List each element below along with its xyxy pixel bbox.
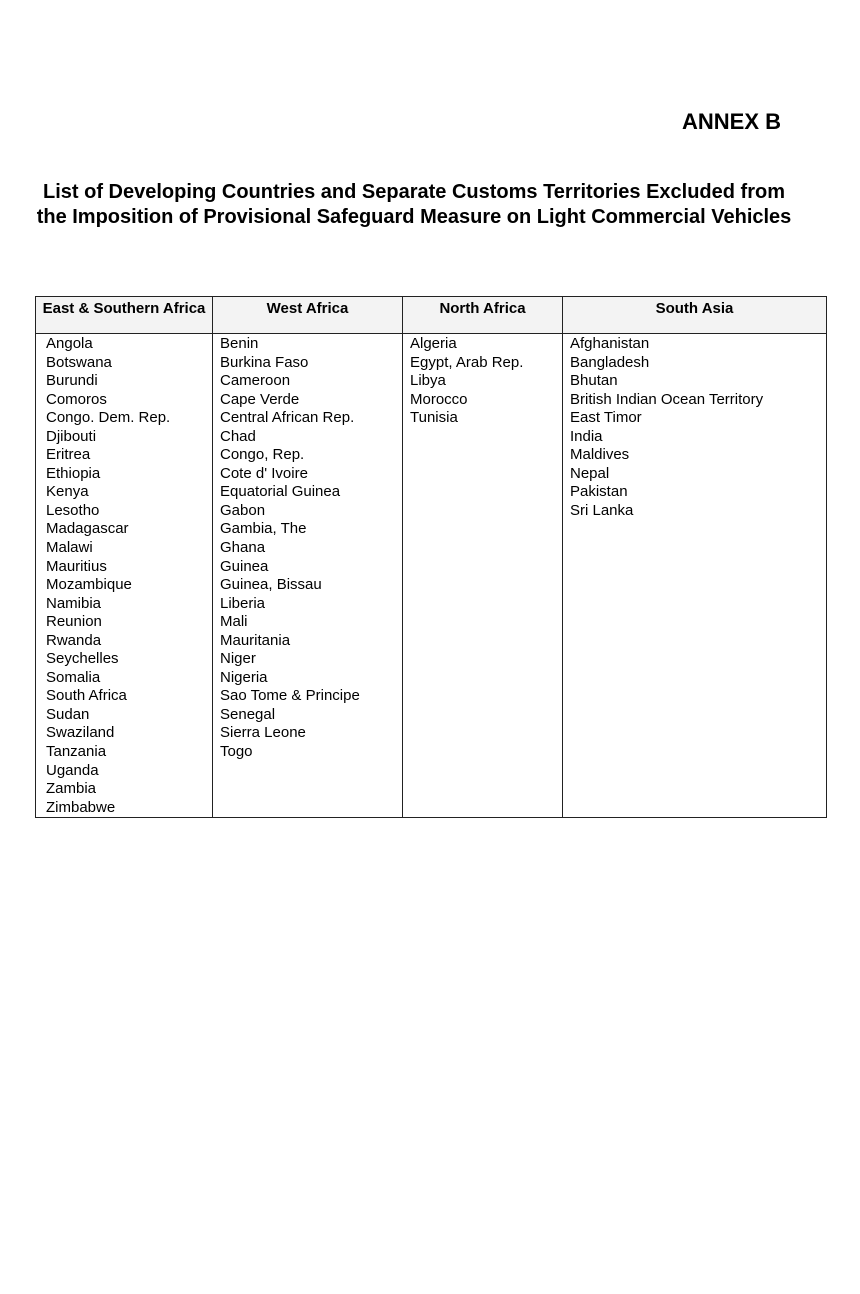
list-item: Guinea, Bissau [220,576,322,594]
list-item: Mali [220,613,248,631]
list-item: Afghanistan [570,335,650,352]
country-list [46,335,208,817]
list-item: East Timor [570,409,642,427]
column-south-asia [563,334,827,818]
list-item: South Africa [46,687,127,705]
list-item: Malawi [46,539,93,557]
list-item: Namibia [46,594,102,612]
list-item: Lesotho [46,501,100,519]
list-item: India [570,427,603,445]
list-item: Morocco [410,390,468,408]
list-item: Togo [220,743,253,761]
list-item: Cape Verde [220,390,300,408]
list-item: Sao Tome & Principe [220,687,360,705]
list-item: Madagascar [46,520,129,538]
list-item: Pakistan [570,483,628,501]
list-item: Seychelles [46,650,119,668]
list-item: Congo, Rep. [220,446,305,464]
list-item: Cameroon [220,372,291,390]
column-north-africa [403,334,563,818]
list-item: Gabon [220,501,266,519]
list-item: Zambia [46,780,97,798]
table-header-row [36,297,827,334]
list-item: Senegal [220,705,276,723]
list-item: Tanzania [46,743,107,761]
list-item: Tunisia [410,409,458,427]
country-table [35,296,827,818]
list-item: Somalia [46,668,101,686]
list-item: Maldives [570,446,630,464]
header-south-asia: South Asia [563,297,827,334]
list-item: Algeria [410,335,457,352]
list-item: Congo. Dem. Rep. [46,409,171,427]
list-item: Djibouti [46,427,97,445]
list-item: Eritrea [46,446,91,464]
list-item: Reunion [46,613,102,631]
country-list [220,335,398,762]
list-item: Ethiopia [46,464,101,482]
column-west-africa [213,334,403,818]
list-item: Niger [220,650,256,668]
list-item: Bhutan [570,372,618,390]
table-body-row [36,334,827,818]
list-item: Sudan [46,705,90,723]
list-item: Kenya [46,483,89,501]
country-table-container [35,296,826,818]
list-item: Mauritania [220,631,291,649]
document-title: List of Developing Countries and Separate Customs Territories Excluded from the Imposition of Provisional Safeguard Measure on Light Commercial Vehicles [36,181,792,228]
list-item: Egypt, Arab Rep. [410,353,524,371]
list-item: Guinea [220,557,269,575]
list-item: Libya [410,372,446,390]
list-item: Benin [220,335,259,352]
list-item: Liberia [220,594,266,612]
list-item: Burkina Faso [220,353,309,371]
list-item: Zimbabwe [46,798,116,816]
header-north-africa: North Africa [403,297,563,334]
list-item: Rwanda [46,631,102,649]
list-item: Nigeria [220,668,268,686]
list-item: Uganda [46,761,99,779]
column-east-southern-africa [36,334,213,818]
list-item: Chad [220,427,256,445]
list-item: Ghana [220,539,266,557]
list-item: Mozambique [46,576,132,594]
list-item: Sierra Leone [220,724,306,742]
header-west-africa: West Africa [213,297,403,334]
annex-label: ANNEX B [681,109,781,134]
list-item: Sri Lanka [570,501,634,519]
list-item: Mauritius [46,557,107,575]
list-item: Comoros [46,390,107,408]
country-list [410,335,558,428]
list-item: Burundi [46,372,98,390]
list-item: British Indian Ocean Territory [570,390,764,408]
list-item: Gambia, The [220,520,307,538]
list-item: Angola [46,335,93,352]
list-item: Central African Rep. [220,409,355,427]
list-item: Swaziland [46,724,115,742]
list-item: Equatorial Guinea [220,483,341,501]
country-list [570,335,822,520]
list-item: Bangladesh [570,353,650,371]
list-item: Botswana [46,353,112,371]
list-item: Nepal [570,464,610,482]
list-item: Cote d' Ivoire [220,464,308,482]
header-east-southern-africa: East & Southern Africa [36,297,213,334]
